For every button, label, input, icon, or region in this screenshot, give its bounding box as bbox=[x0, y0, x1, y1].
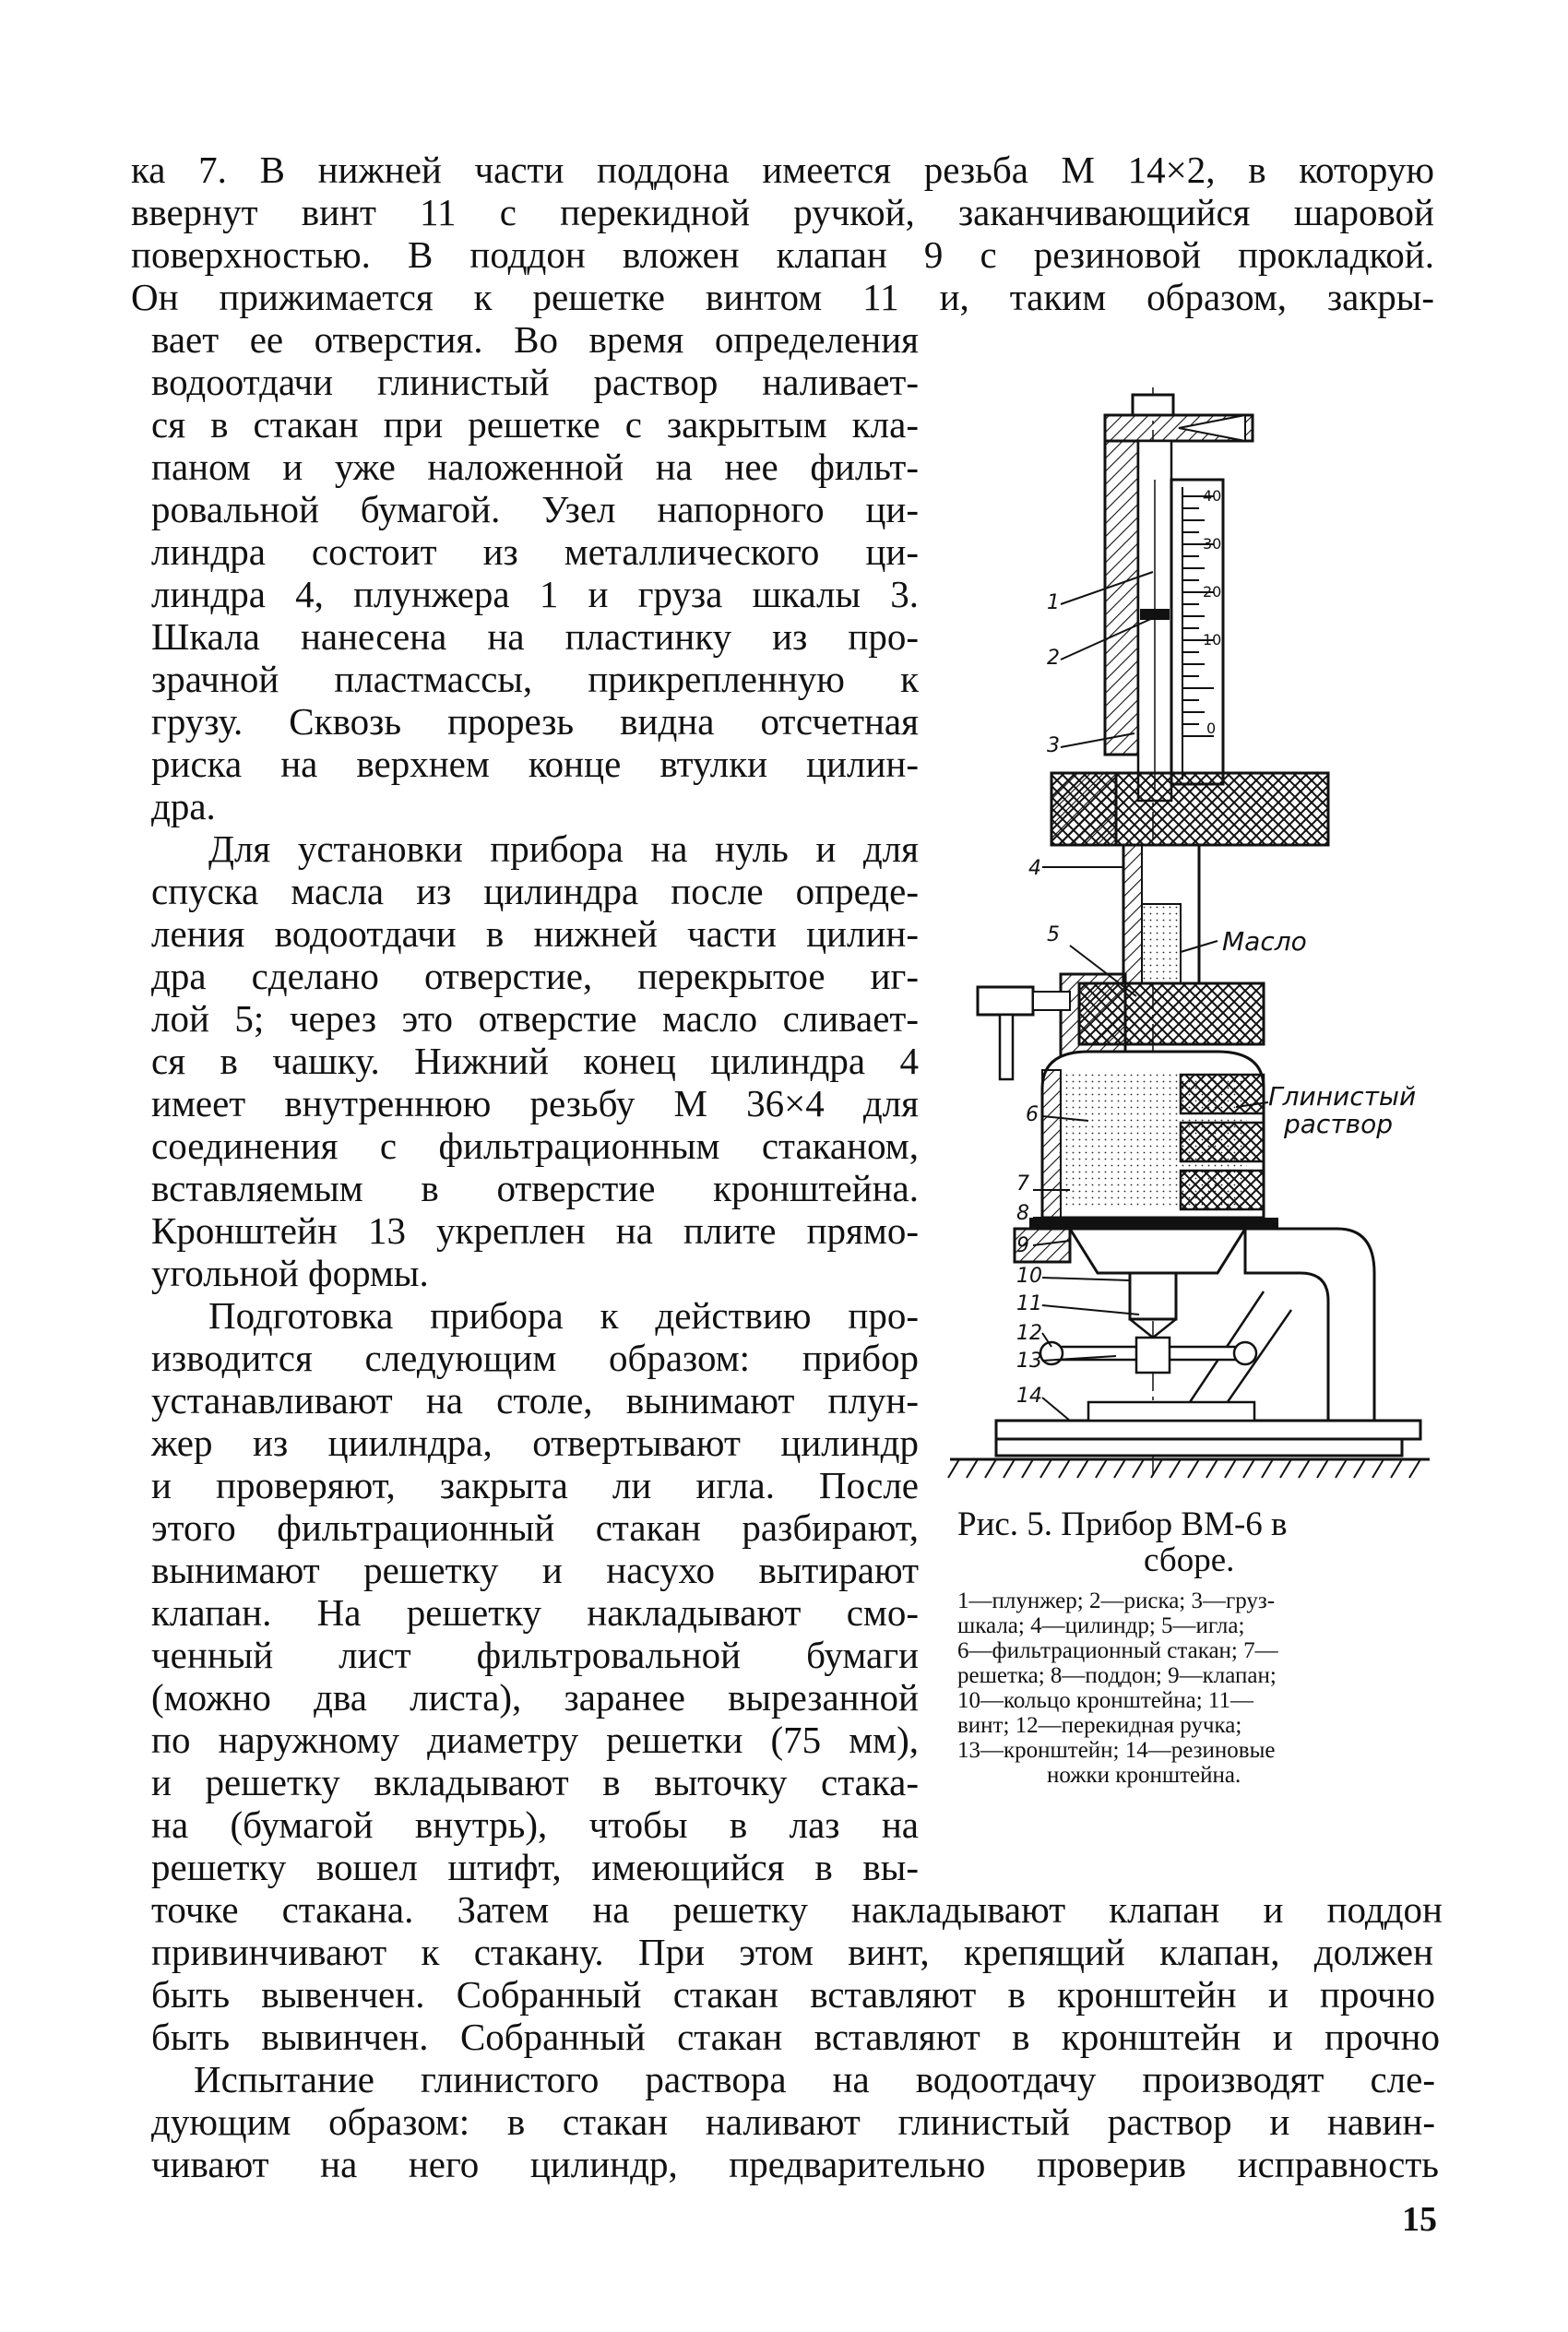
text-line: риска на верхнем конце втулки цилин- bbox=[151, 743, 919, 785]
text-line: решетку вошел штифт, имеющийся в вы- bbox=[151, 1846, 919, 1888]
text-line: поверхностью. В поддон вложен клапан 9 с резиновой прокладкой. bbox=[131, 233, 1434, 276]
text-line: Подготовка прибора к действию про- bbox=[208, 1294, 919, 1337]
text-line: имеет внутреннюю резьбу М 36×4 для bbox=[151, 1082, 919, 1124]
figure-legend-line: винт; 12—перекидная ручка; bbox=[957, 1713, 1242, 1738]
part-label: 12 bbox=[1016, 1322, 1042, 1345]
text-line: жер из циилндра, отвертывают цилиндр bbox=[151, 1422, 919, 1464]
scale-mark: 40 bbox=[1203, 487, 1222, 505]
text-line: угольной формы. bbox=[151, 1252, 429, 1294]
text-line: Он прижимается к решетке винтом 11 и, таким образом, закры- bbox=[131, 276, 1434, 318]
text-line: соединения с фильтрационным стаканом, bbox=[151, 1124, 919, 1167]
label-mud-1: Глинистый bbox=[1268, 1081, 1417, 1112]
label-mud-2: раствор bbox=[1284, 1109, 1394, 1139]
text-line: по наружному диаметру решетки (75 мм), bbox=[151, 1719, 919, 1761]
text-line: ся в стакан при решетке с закрытым кла- bbox=[151, 403, 919, 446]
figure-legend-line: 13—кронштейн; 14—резиновые bbox=[957, 1738, 1276, 1763]
part-label: 6 bbox=[1026, 1103, 1039, 1126]
text-line: Шкала нанесена на пластинку из про- bbox=[151, 615, 919, 658]
text-line: спуска масла из цилиндра после опреде- bbox=[151, 870, 919, 912]
text-line: этого фильтрационный стакан разбирают, bbox=[151, 1506, 919, 1549]
text-line: точке стакана. Затем на решетку накладывают клапан и поддон bbox=[151, 1888, 1443, 1931]
figure-caption-title: Рис. 5. Прибор ВМ-6 в bbox=[957, 1505, 1288, 1543]
part-label: 7 bbox=[1016, 1172, 1029, 1196]
text-line: паном и уже наложенной на нее фильт- bbox=[151, 446, 919, 488]
text-line: ка 7. В нижней части поддона имеется резьба М 14×2, в которую bbox=[131, 149, 1434, 191]
scale-mark: 10 bbox=[1203, 631, 1222, 648]
text-line: вставляемым в отверстие кронштейна. bbox=[151, 1167, 919, 1209]
scale-mark: 30 bbox=[1203, 535, 1222, 553]
figure-vm6-drawing bbox=[941, 387, 1439, 1494]
figure-legend-line: 1—плунжер; 2—риска; 3—груз- bbox=[957, 1588, 1276, 1613]
text-line: водоотдачи глинистый раствор наливает- bbox=[151, 361, 919, 403]
text-line: ввернут винт 11 с перекидной ручкой, заканчивающийся шаровой bbox=[131, 191, 1434, 233]
figure-legend-line: ножки кронштейна. bbox=[1047, 1763, 1241, 1788]
scale-mark: 20 bbox=[1203, 583, 1222, 601]
part-label: 4 bbox=[1028, 857, 1041, 880]
text-line: устанавливают на столе, вынимают плун- bbox=[151, 1379, 919, 1422]
text-line: на (бумагой внутрь), чтобы в лаз на bbox=[151, 1803, 919, 1846]
text-line: зрачной пластмассы, прикрепленную к bbox=[151, 658, 919, 700]
text-line: ровальной бумагой. Узел напорного ци- bbox=[151, 488, 919, 530]
text-line: дра сделано отверстие, перекрытое иг- bbox=[151, 955, 919, 997]
text-line: вынимают решетку и насухо вытирают bbox=[151, 1549, 919, 1591]
part-label: 8 bbox=[1016, 1202, 1029, 1225]
part-label: 5 bbox=[1047, 923, 1060, 946]
text-line: лой 5; через это отверстие масло сливает- bbox=[151, 997, 919, 1040]
text-line: изводится следующим образом: прибор bbox=[151, 1337, 919, 1379]
part-label: 9 bbox=[1016, 1234, 1029, 1257]
label-oil: Масло bbox=[1222, 926, 1307, 957]
text-line: грузу. Сквозь прорезь видна отсчетная bbox=[151, 700, 919, 743]
text-line: и решетку вкладывают в выточку стака- bbox=[151, 1761, 919, 1803]
figure-legend-line: шкала; 4—цилиндр; 5—игла; bbox=[957, 1613, 1245, 1638]
text-line: клапан. На решетку накладывают смо- bbox=[151, 1591, 919, 1634]
text-line: быть вывенчен. Собранный стакан вставляют в кронштейн и прочно bbox=[151, 1973, 1435, 2016]
figure-legend-line: решетка; 8—поддон; 9—клапан; bbox=[957, 1663, 1277, 1688]
part-label: 10 bbox=[1016, 1265, 1042, 1288]
text-line: и проверяют, закрыта ли игла. После bbox=[151, 1464, 919, 1506]
text-line: привинчивают к стакану. При этом винт, крепящий клапан, должен bbox=[151, 1931, 1433, 1973]
text-line: линдра 4, плунжера 1 и груза шкалы 3. bbox=[151, 573, 919, 615]
part-label: 3 bbox=[1047, 734, 1060, 757]
text-line: дующим образом: в стакан наливают глинистый раствор и навин- bbox=[151, 2100, 1435, 2143]
part-label: 2 bbox=[1047, 647, 1060, 670]
text-line: чивают на него цилиндр, предварительно проверив исправность bbox=[151, 2143, 1439, 2185]
part-label: 11 bbox=[1016, 1292, 1042, 1315]
text-line: дра. bbox=[151, 785, 216, 827]
part-label: 14 bbox=[1016, 1385, 1042, 1408]
text-line: ся в чашку. Нижний конец цилиндра 4 bbox=[151, 1040, 919, 1082]
figure-legend-line: 6—фильтрационный стакан; 7— bbox=[957, 1638, 1278, 1663]
text-line: линдра состоит из металлического ци- bbox=[151, 530, 919, 573]
text-line: Испытание глинистого раствора на водоотдачу производят сле- bbox=[194, 2058, 1435, 2100]
text-line: вает ее отверстия. Во время определения bbox=[151, 318, 919, 361]
text-line: ления водоотдачи в нижней части цилин- bbox=[151, 912, 919, 955]
text-line: ченный лист фильтровальной бумаги bbox=[151, 1634, 919, 1676]
text-line: Кронштейн 13 укреплен на плите прямо- bbox=[151, 1209, 919, 1252]
page-number: 15 bbox=[1402, 2200, 1437, 2239]
text-line: (можно два листа), заранее вырезанной bbox=[151, 1676, 919, 1719]
scale-mark: 0 bbox=[1206, 720, 1217, 737]
part-label: 1 bbox=[1047, 591, 1060, 614]
text-line: Для установки прибора на нуль и для bbox=[208, 827, 919, 870]
figure-caption-title-cont: сборе. bbox=[1144, 1541, 1235, 1579]
figure-legend-line: 10—кольцо кронштейна; 11— bbox=[957, 1688, 1253, 1713]
text-line: быть вывинчен. Собранный стакан вставляют в кронштейн и прочно bbox=[151, 2016, 1440, 2058]
part-label: 13 bbox=[1016, 1350, 1042, 1373]
